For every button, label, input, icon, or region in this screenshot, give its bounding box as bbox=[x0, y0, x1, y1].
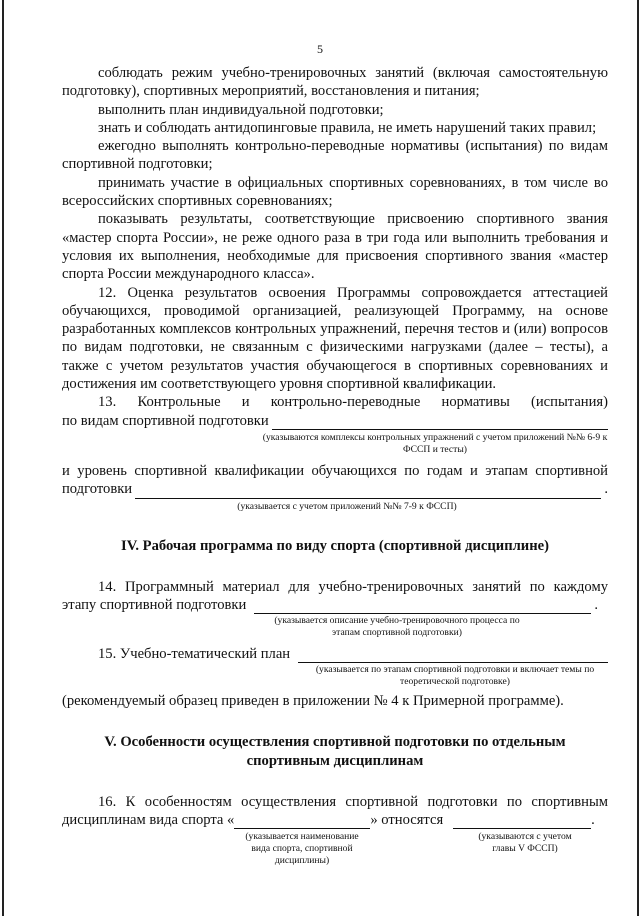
p15-after: (рекомендуемый образец приведен в приложении № 4 к Примерной программе). bbox=[62, 693, 564, 710]
p16-note-right: (указываются с учетом главы V ФССП) bbox=[478, 831, 572, 855]
p16-blank-sport bbox=[234, 814, 370, 829]
section-5-title-line2: спортивным дисциплинам bbox=[246, 752, 424, 769]
p14-line1: 14. Программный материал для учебно-тренировочных занятий по каждому bbox=[98, 578, 608, 595]
p15-line-text: 15. Учебно-тематический план bbox=[98, 646, 291, 663]
p16-line2 bbox=[62, 811, 608, 829]
p14-note: (указывается описание учебно-тренировочного процесса по этапам спортивной подготовки) bbox=[274, 615, 520, 639]
section-5-title-line1: V. Особенности осуществления спортивной подготовки по отдельным bbox=[104, 733, 566, 750]
p13-line4-end: . bbox=[604, 481, 608, 498]
p13-line2 bbox=[62, 412, 608, 430]
p15-line bbox=[62, 645, 608, 663]
p13-blank-1 bbox=[272, 415, 608, 430]
p13-line4-text: подготовки bbox=[62, 481, 133, 498]
paragraph-antidoping: знать и соблюдать антидопинговые правила, не иметь нарушений таких правил; bbox=[98, 119, 597, 136]
paragraph-norms: ежегодно выполнять контрольно-переводные нормативы (испытания) по видам спортивной подготовки; bbox=[62, 138, 608, 173]
p14-line2-end: . bbox=[594, 596, 598, 613]
paragraph-plan: выполнить план индивидуальной подготовки; bbox=[98, 101, 384, 118]
p16-notes bbox=[62, 831, 608, 875]
p14-blank bbox=[254, 599, 591, 614]
page-number: 5 bbox=[317, 42, 323, 56]
p13-note-1: (указываются комплексы контрольных упражнений с учетом приложений №№ 6-9 к ФССП и тесты) bbox=[262, 431, 608, 455]
section-4-title: IV. Рабочая программа по виду спорта (спортивной дисциплине) bbox=[121, 537, 549, 554]
p14-line2-text: этапу спортивной подготовки bbox=[62, 596, 247, 613]
p16-note-left: (указывается наименование вида спорта, спортивной дисциплины) bbox=[245, 831, 359, 867]
paragraph-competitions: принимать участие в официальных спортивных соревнованиях, в том числе во всероссийских спортивных соревнованиях; bbox=[62, 174, 608, 210]
paragraph-results: показывать результаты, соответствующие присвоению спортивного звания «мастер спорта России», не реже одного раза в три года или выполнить требования и условия их выполнения, необходимые для присвоения спортивного звания «мастер спорта России международного класса». bbox=[62, 211, 608, 283]
page-body bbox=[62, 64, 608, 875]
p13-blank-2 bbox=[135, 484, 601, 499]
p14-line2 bbox=[62, 596, 608, 614]
p16-blank-features bbox=[453, 814, 591, 829]
p15-note: (указывается по этапам спортивной подготовки и включает темы по теоретической подготовке) bbox=[315, 664, 595, 688]
paragraph-12: 12. Оценка результатов освоения Программы сопровождается аттестацией обучающихся, проводимой организацией, реализующей Программу, на основе разработанных комплексов контрольных упражнений, перечня тестов и (или) вопросов по видам подготовки, не связанным с физическими нагрузками (далее – тесты), а также с учетом результатов участия обучающегося в спортивных соревнованиях и достижения им соответствующего уровня спортивной квалификации. bbox=[62, 284, 608, 393]
p15-blank bbox=[298, 648, 608, 663]
scan-border-right bbox=[637, 0, 639, 916]
scan-border-left bbox=[2, 0, 4, 916]
p13-line4 bbox=[62, 480, 608, 498]
p13-note-2: (указывается с учетом приложений №№ 7-9 к ФССП) bbox=[237, 500, 457, 512]
p16-start: дисциплинам вида спорта « bbox=[62, 812, 235, 829]
p16-mid: » относятся bbox=[370, 812, 444, 829]
p13-line3: и уровень спортивной квалификации обучающихся по годам и этапам спортивной bbox=[62, 462, 608, 479]
p16-end: . bbox=[591, 812, 595, 829]
p13-line2-text: по видам спортивной подготовки bbox=[62, 412, 269, 429]
paragraph-regime: соблюдать режим учебно-тренировочных занятий (включая самостоятельную подготовку), спортивных мероприятий, восстановления и питания; bbox=[62, 65, 608, 100]
p13-line1: 13. Контрольные и контрольно-переводные нормативы (испытания) bbox=[98, 394, 608, 411]
p16-line1: 16. К особенностям осуществления спортивной подготовки по спортивным bbox=[98, 793, 608, 810]
